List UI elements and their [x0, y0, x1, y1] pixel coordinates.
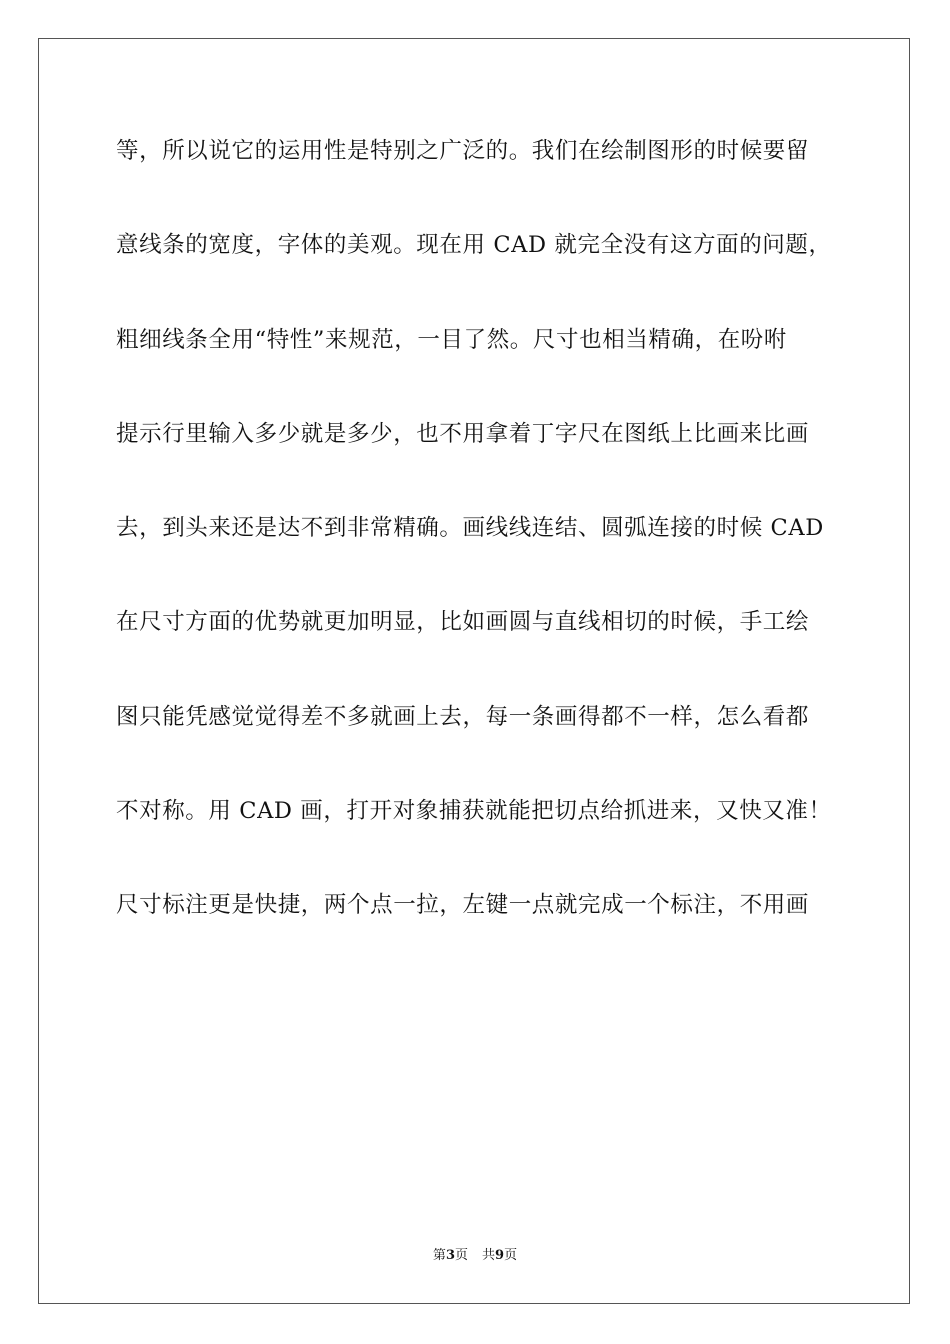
text-line-4: 提示行里输入多少就是多少，也不用拿着丁字尺在图纸上比画来比画: [116, 420, 810, 447]
page-footer: [0, 1246, 950, 1266]
text-line-3: 粗细线条全用“特性”来规范，一目了然。尺寸也相当精确，在吩咐: [116, 326, 788, 353]
text-line-2: 意线条的宽度，字体的美观。现在用 CAD 就完全没有这方面的问题，: [116, 232, 832, 259]
text-line-9: 尺寸标注更是快捷，两个点一拉，左键一点就完成一个标注，不用画: [116, 892, 810, 919]
text-line-8: 不对称。用 CAD 画，打开对象捕获就能把切点给抓进来，又快又准！: [116, 798, 832, 825]
page-label-prefix: 第: [432, 1248, 446, 1263]
total-label-prefix: 共: [482, 1248, 496, 1263]
text-line-5: 去，到头来还是达不到非常精确。画线线连结、圆弧连接的时候 CAD: [116, 515, 824, 542]
text-line-6: 在尺寸方面的优势就更加明显，比如画圆与直线相切的时候，手工绘: [116, 609, 810, 636]
page-number: 3: [445, 1248, 455, 1263]
total-label-suffix: 页: [504, 1248, 518, 1263]
page-label-suffix: 页: [454, 1248, 468, 1263]
text-line-1: 等，所以说它的运用性是特别之广泛的。我们在绘制图形的时候要留: [116, 138, 810, 164]
document-body: [116, 128, 836, 977]
text-line-7: 图只能凭感觉觉得差不多就画上去，每一条画得都不一样，怎么看都: [116, 703, 810, 730]
total-pages: 9: [495, 1248, 505, 1263]
